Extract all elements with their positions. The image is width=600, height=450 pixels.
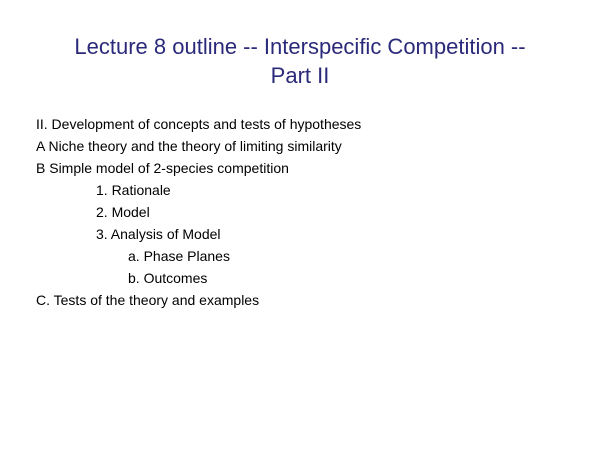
title-line-1: Lecture 8 outline -- Interspecific Competition -- (74, 34, 526, 59)
outline-item-a: A Niche theory and the theory of limiting similarity (36, 138, 342, 154)
outline-item-b2: 2. Model (96, 204, 150, 220)
slide-title (40, 32, 560, 90)
outline-item-b3a: a. Phase Planes (128, 248, 230, 264)
outline-item-b3: 3. Analysis of Model (96, 226, 221, 242)
outline-item-b1: 1. Rationale (96, 182, 171, 198)
outline-item-b: B Simple model of 2-species competition (36, 160, 289, 176)
outline-item-section-ii: II. Development of concepts and tests of hypotheses (36, 116, 362, 132)
title-line-2: Part II (270, 63, 330, 88)
outline-item-b3b: b. Outcomes (128, 270, 208, 286)
outline-item-c: C. Tests of the theory and examples (36, 292, 260, 308)
